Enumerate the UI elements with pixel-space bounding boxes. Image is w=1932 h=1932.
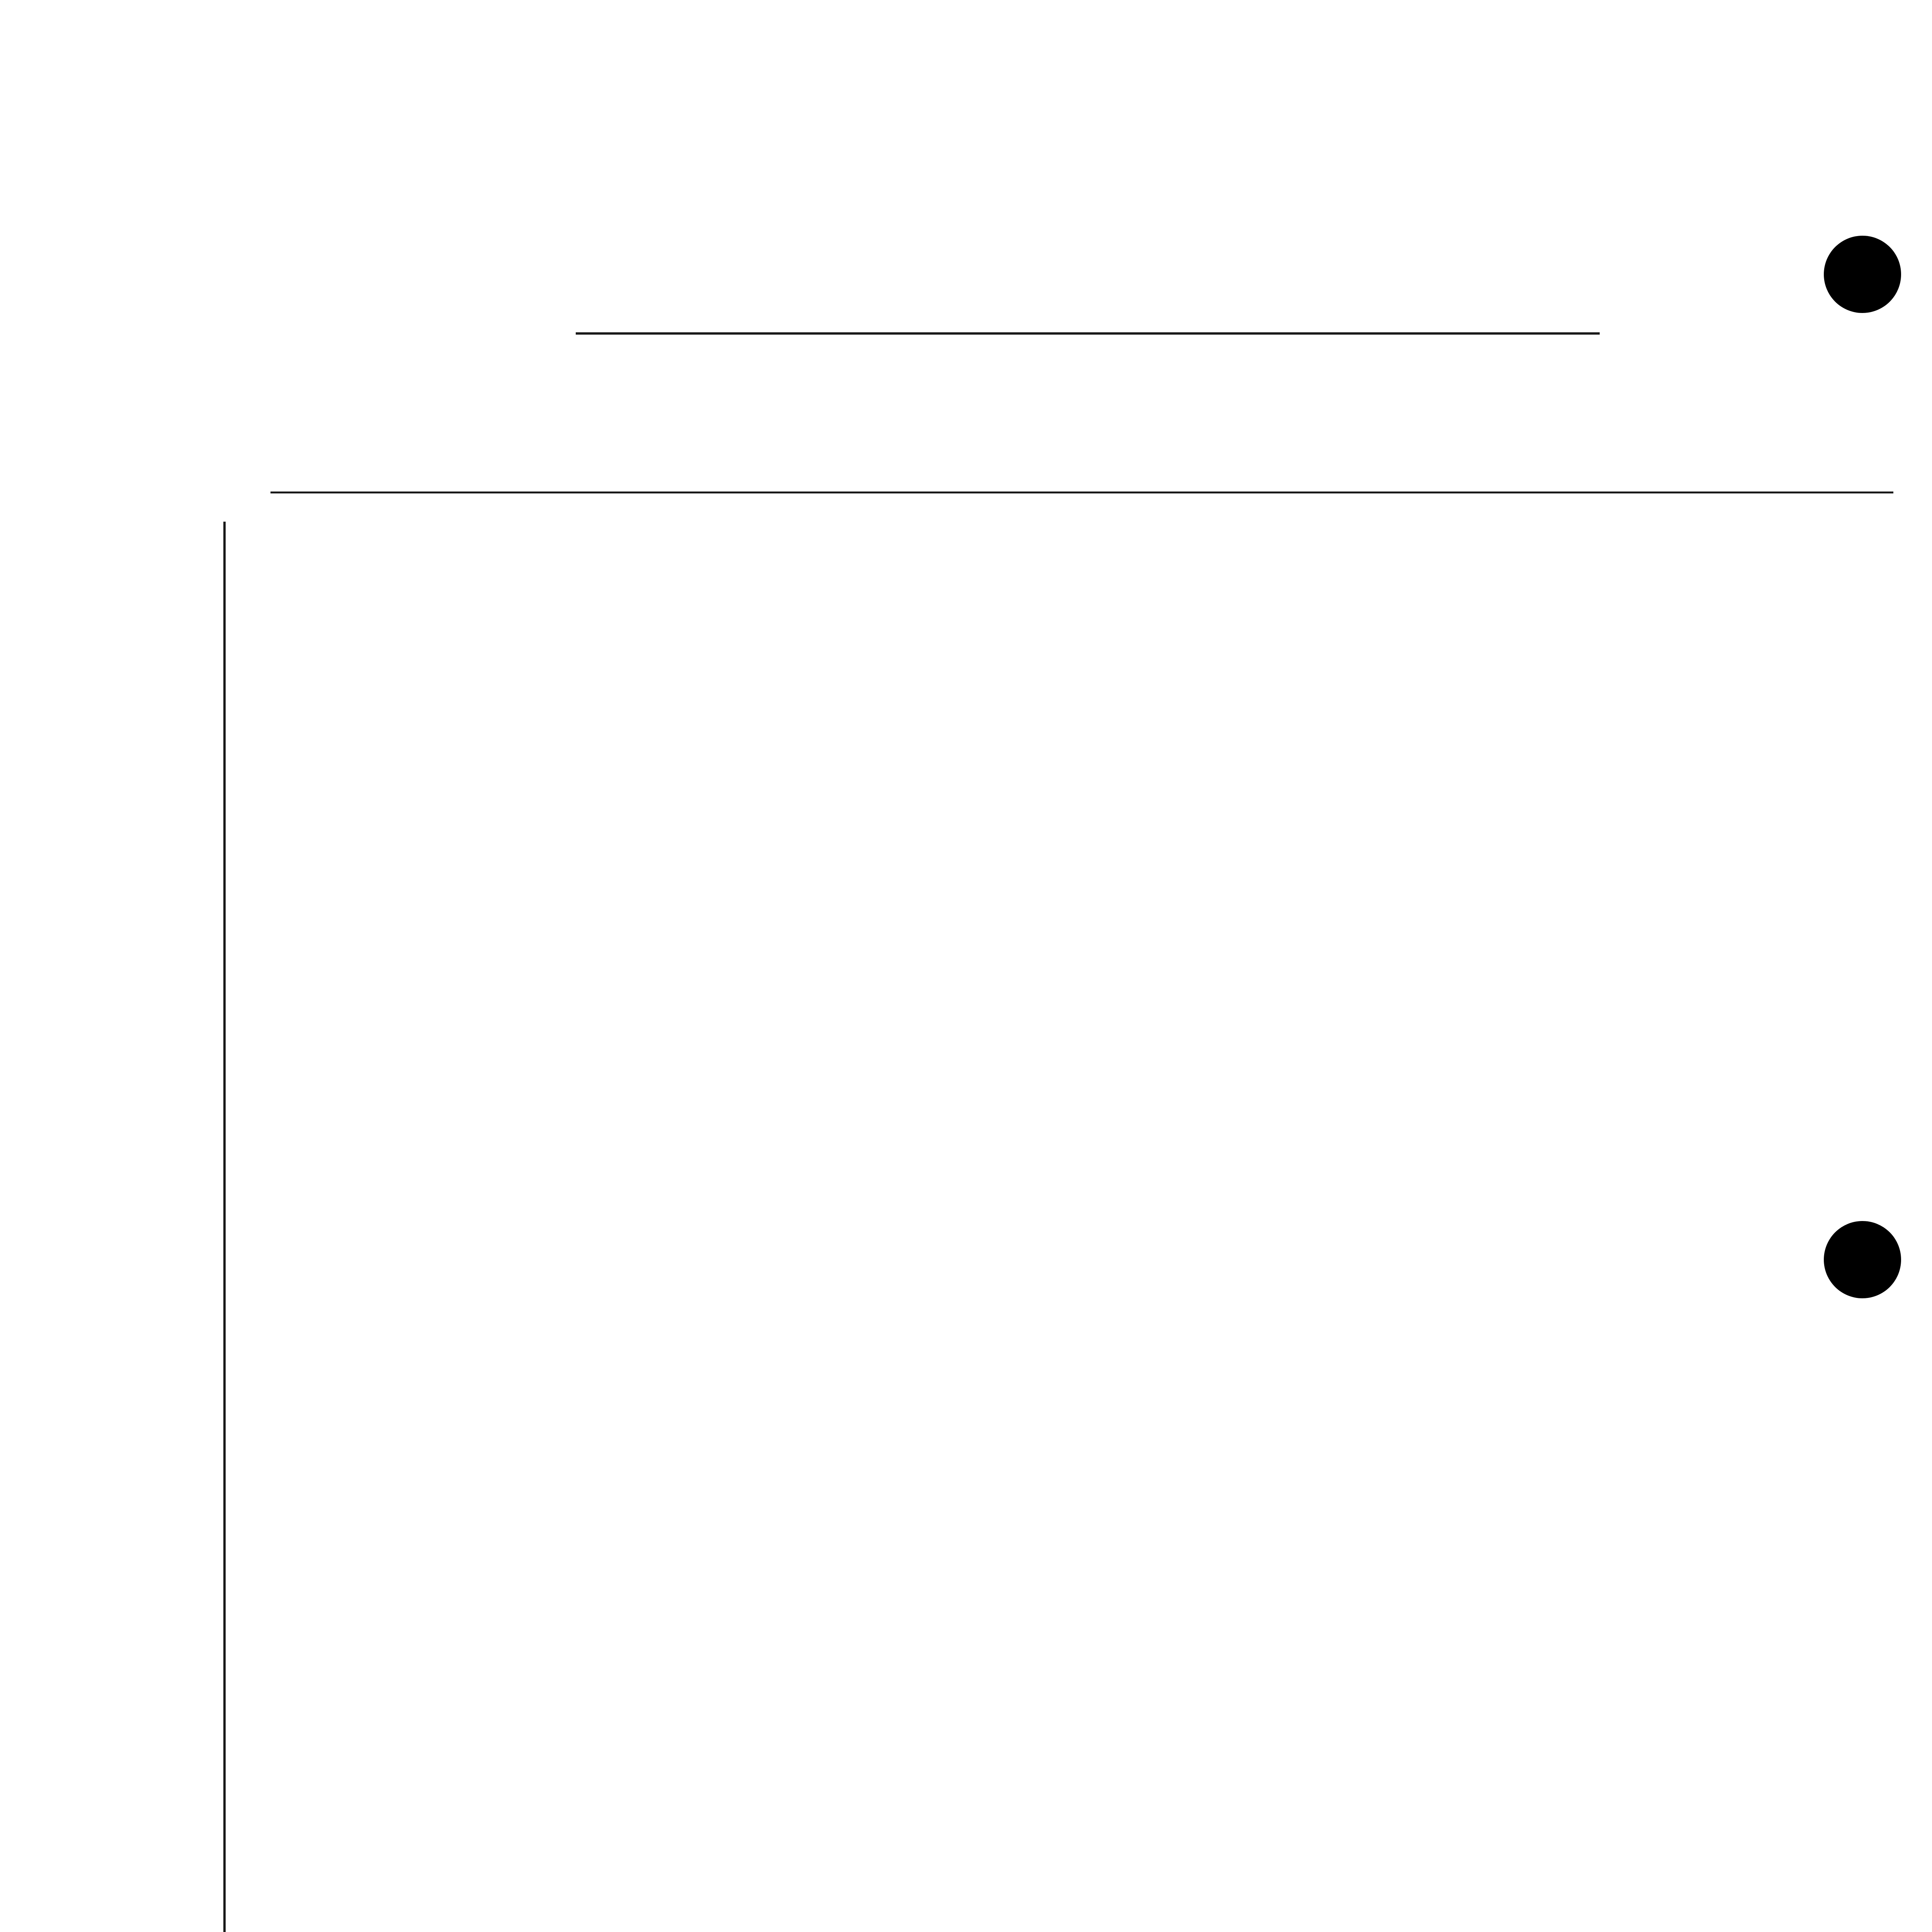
margin-change-bar <box>223 522 226 1932</box>
punch-hole-middle <box>1824 1221 1901 1298</box>
heading-rule <box>576 332 1600 335</box>
header-rule <box>270 492 1893 493</box>
punch-hole-top <box>1824 236 1901 313</box>
